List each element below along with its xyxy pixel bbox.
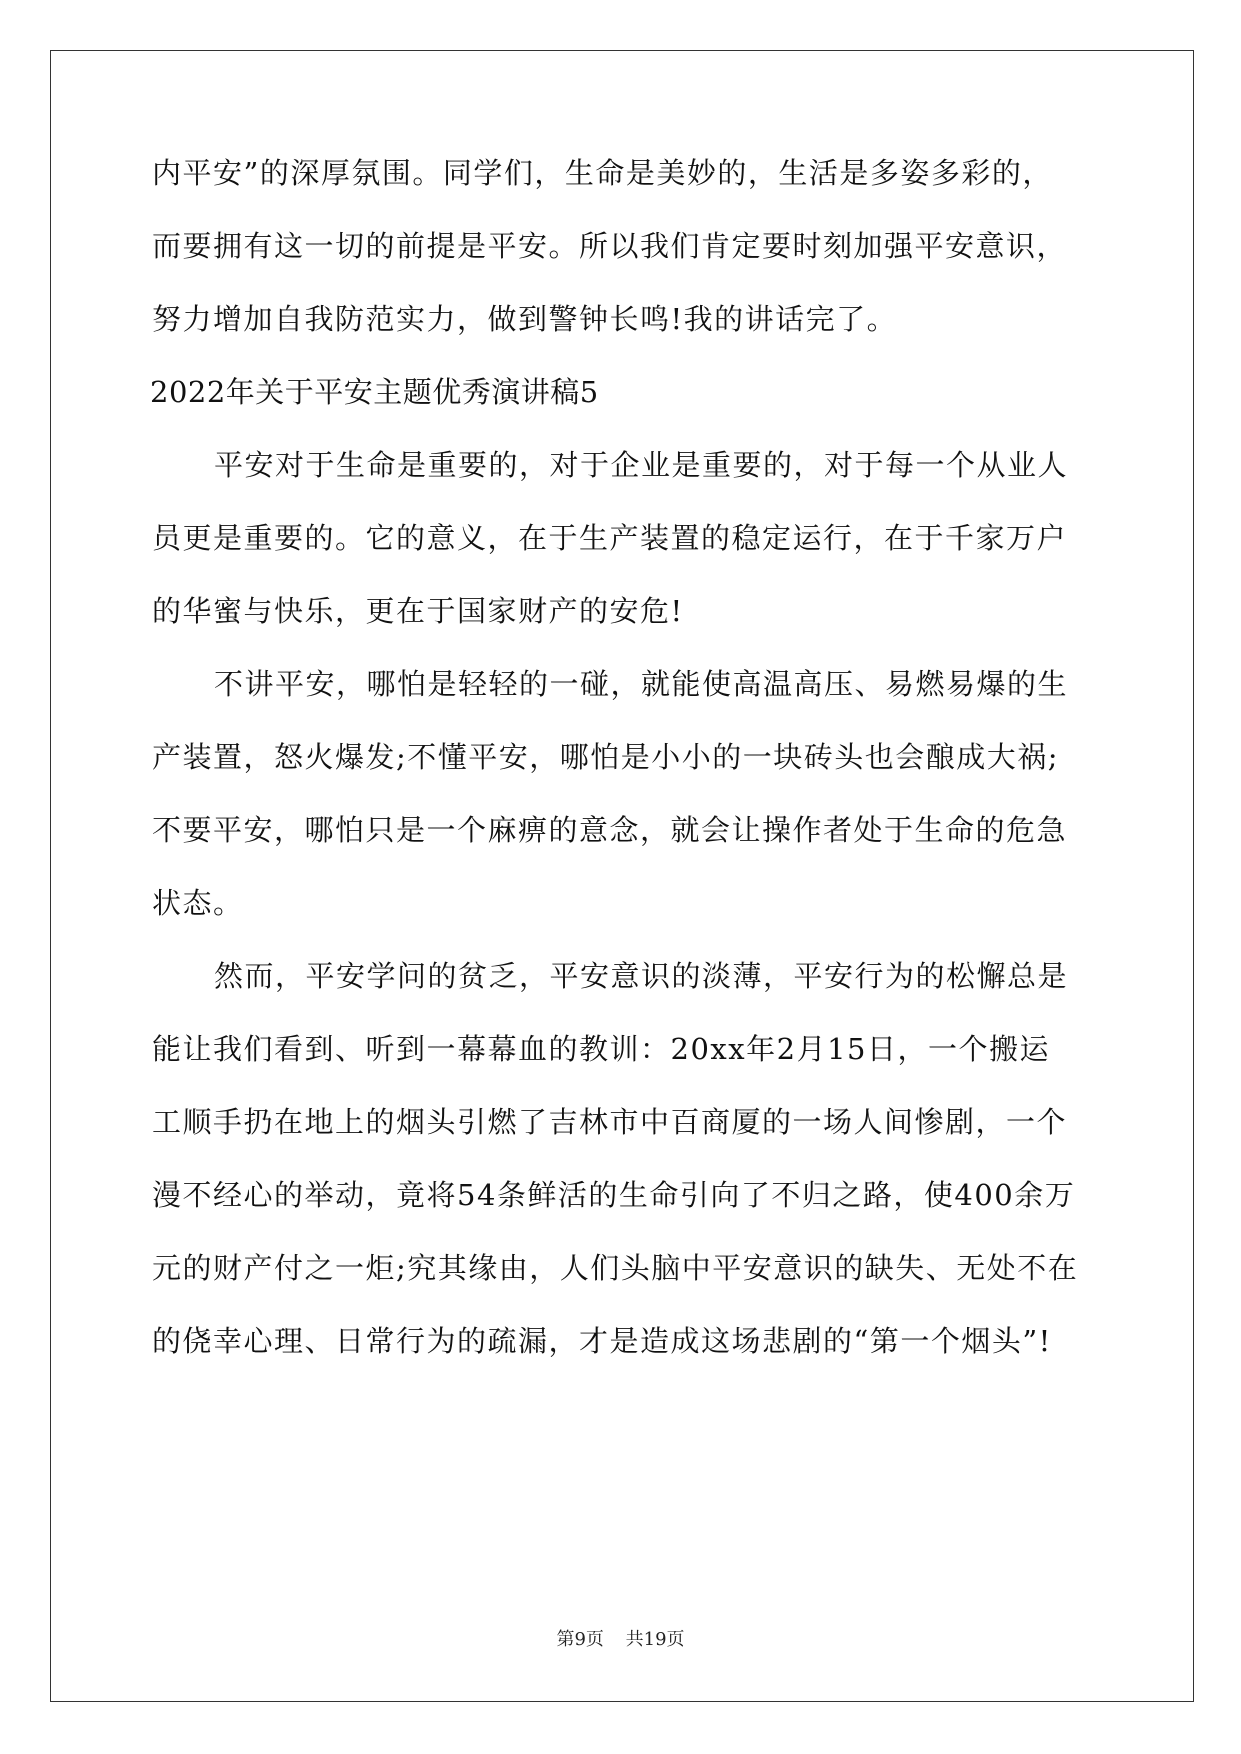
text-line: 的华蜜与快乐，更在于国家财产的安危! <box>152 594 684 628</box>
text-line: 的侥幸心理、日常行为的疏漏，才是造成这场悲剧的“第一个烟头”! <box>152 1324 1052 1358</box>
text-line: 不要平安，哪怕只是一个麻痹的意念，就会让操作者处于生命的危急 <box>152 813 1068 847</box>
page-total: 共19页 <box>625 1629 685 1650</box>
text-line: 员更是重要的。它的意义，在于生产装置的稳定运行，在于千家万户 <box>152 521 1068 555</box>
text-line: 内平安”的深厚氛围。同学们，生命是美妙的，生活是多姿多彩的， <box>152 156 1053 190</box>
text-line: 工顺手扔在地上的烟头引燃了吉林市中百商厦的一场人间惨剧，一个 <box>152 1105 1068 1139</box>
page-border <box>50 50 1194 1702</box>
text-line: 平安对于生命是重要的，对于企业是重要的，对于每一个从业人 <box>214 448 1069 482</box>
text-line: 漫不经心的举动，竟将54条鲜活的生命引向了不归之路，使400余万 <box>152 1178 1076 1212</box>
text-line: 然而，平安学问的贫乏，平安意识的淡薄，平安行为的松懈总是 <box>214 959 1069 993</box>
page-footer <box>0 1628 1241 1652</box>
section-heading: 2022年关于平安主题优秀演讲稿5 <box>150 375 599 409</box>
text-line: 元的财产付之一炬;究其缘由，人们头脑中平安意识的缺失、无处不在 <box>152 1251 1079 1285</box>
page-number: 第9页 <box>556 1629 604 1650</box>
text-line: 产装置，怒火爆发;不懂平安，哪怕是小小的一块砖头也会酿成大祸; <box>152 740 1060 774</box>
text-line: 努力增加自我防范实力，做到警钟长鸣!我的讲话完了。 <box>152 302 898 336</box>
text-line: 不讲平安，哪怕是轻轻的一碰，就能使高温高压、易燃易爆的生 <box>214 667 1069 701</box>
text-line: 状态。 <box>152 886 244 920</box>
text-line: 而要拥有这一切的前提是平安。所以我们肯定要时刻加强平安意识， <box>152 229 1068 263</box>
text-line: 能让我们看到、听到一幕幕血的教训：20xx年2月15日，一个搬运 <box>152 1032 1050 1066</box>
